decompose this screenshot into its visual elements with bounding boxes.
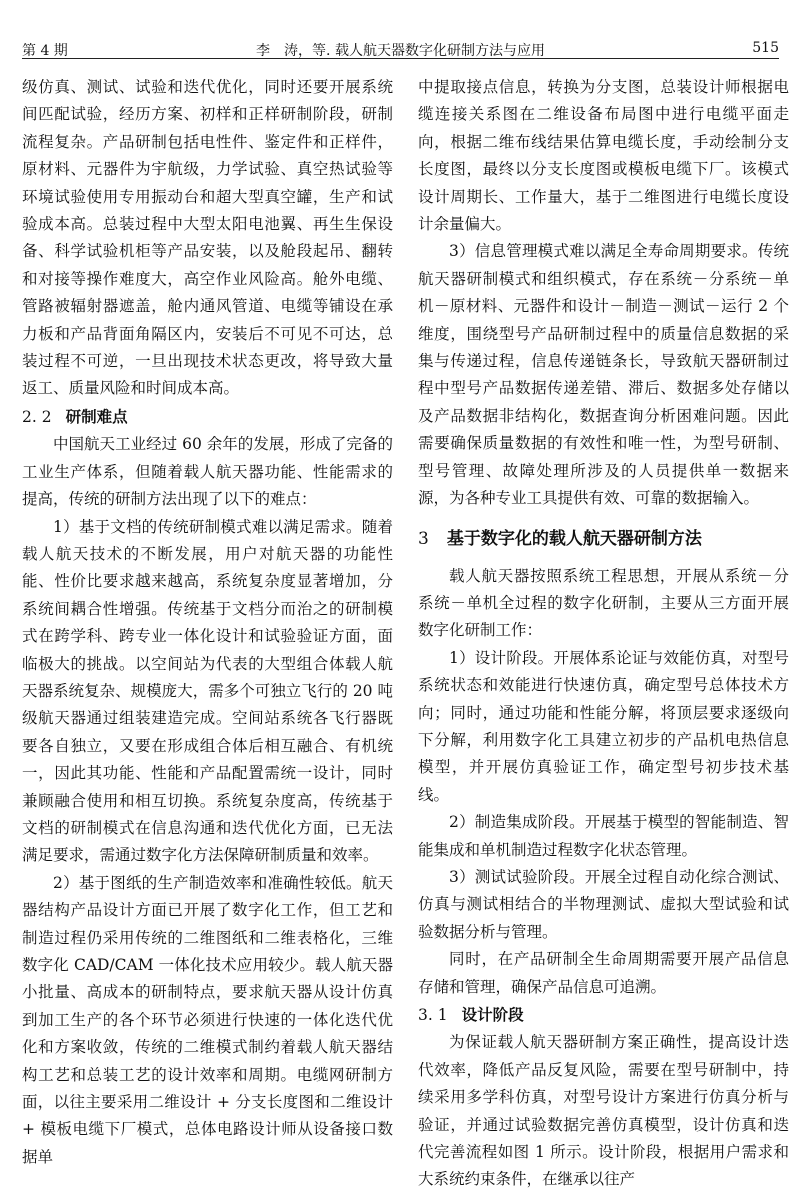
right-column <box>418 74 789 1194</box>
paragraph-lifecycle: 同时，在产品研制全生命周期需要开展产品信息存储和管理，确保产品信息可追溯。 <box>418 950 789 996</box>
section-title: 研制难点 <box>65 406 128 426</box>
paragraph-stage-3: 3）测试试验阶段。开展全过程自动化综合测试、仿真与测试相结合的半物理测试、虚拟大型试验和试验数据分析与管理。 <box>418 867 789 941</box>
paragraph-difficulty-2: 2）基于图纸的生产制造效率和准确性较低。航天器结构产品设计方面已开展了数字化工作，但工艺和制造过程仍采用传统的二维图纸和二维表格化，三维数字化 CAD/CAM 一体化技术应用较少。载人航天器小批量、高成本的研制特点，要求航天器从设计仿真到加工生产的各个环节必须进行快速的一体化迭代优化和方案收敛，传统的二维模式制约着载人航天器结构工艺和总装工艺的设计效率和周期。电缆网研制方面，以往主要采用二维设计 + 分支长度图和二维设计 + 模板电缆下厂模式，总体电路设计师从设备接口数据单 <box>22 873 393 1166</box>
paragraph-stage-2: 2）制造集成阶段。开展基于模型的智能制造、智能集成和单机制造过程数字化状态管理。 <box>418 813 789 859</box>
paragraph-difficulty-3: 3）信息管理模式难以满足全寿命周期要求。传统航天器研制模式和组织模式，存在系统－分系统－单机－原材料、元器件和设计－制造－测试－运行 2 个维度，围绕型号产品研制过程中的质量信息数据的采集与传递过程，信息传递链条长，导致航天器研制过程中型号产品数据传递差错、滞后、数据多处存储以及产品数据非结构化，数据查询分析困难问题。因此需要确保质量数据的有效性和唯一性，为型号研制、型号管理、故障处理所涉及的人员提供单一数据来源，为各种专业工具提供有效、可靠的数据输入。 <box>418 242 789 508</box>
paragraph-intro: 中国航天工业经过 60 余年的发展，形成了完备的工业生产体系，但随着载人航天器功能、性能需求的提高，传统的研制方法出现了以下的难点： <box>22 435 393 509</box>
section-title: 基于数字化的载人航天器研制方法 <box>446 528 702 549</box>
paragraph-design-stage: 为保证载人航天器研制方案正确性，提高设计迭代效率，降低产品反复风险，需要在型号研制中，持续采用多学科仿真，对型号设计方案进行仿真分析与验证，并通过试验数据完善仿真模型，设计仿真和迭代完善流程如图 1 所示。设计阶段，根据用户需求和大系统约束条件，在继承以往产 <box>418 1033 789 1189</box>
issue-number: 第 4 期 <box>22 43 68 59</box>
section-number: 2. 2 <box>22 407 52 426</box>
section-number: 3 <box>418 528 429 549</box>
paragraph-stage-1: 1）设计阶段。开展体系论证与效能仿真，对型号系统状态和效能进行快速仿真，确定型号总体技术方向；同时，通过功能和性能分解，将顶层要求逐级向下分解，利用数字化工具建立初步的产品机电热信息模型，并开展仿真验证工作，确定型号初步技术基线。 <box>418 648 789 804</box>
section-title: 设计阶段 <box>461 1005 524 1024</box>
section-heading-2-2 <box>22 403 393 431</box>
paragraph-section-3: 载人航天器按照系统工程思想，开展从系统－分系统－单机全过程的数字化研制，主要从三方面开展数字化研制工作： <box>418 566 789 640</box>
paragraph-difficulty-1: 1）基于文档的传统研制模式难以满足需求。随着载人航天技术的不断发展，用户对航天器的功能性能、性价比要求越来越高，系统复杂度显著增加，分系统间耦合性增强。传统基于文档分而治之的研制模式在跨学科、跨专业一体化设计和试验验证方面，面临极大的挑战。以空间站为代表的大型组合体载人航天器系统复杂、规模庞大，需多个可独立飞行的 20 吨级航天器通过组装建造完成。空间站系统各飞行器既要各自独立，又要在形成组合体后相互融合、有机统一，因此其功能、性能和产品配置需统一设计，同时兼顾融合使用和相互切换。系统复杂度高，传统基于文档的研制模式在信息沟通和迭代优化方面，已无法满足要求，需通过数字化方法保障研制质量和效率。 <box>22 517 393 865</box>
section-number: 3. 1 <box>418 1006 448 1024</box>
paragraph-continued: 级仿真、测试、试验和迭代优化，同时还要开展系统间匹配试验，经历方案、初样和正样研制阶段，研制流程复杂。产品研制包括电性件、鉴定件和正样件，原材料、元器件为宇航级，力学试验、真空热试验等环境试验使用专用振动台和超大型真空罐，生产和试验成本高。总装过程中大型太阳电池翼、再生生保设备、科学试验机柜等产品安装，以及舱段起吊、翻转和对接等操作难度大，高空作业风险高。舱外电缆、管路被辐射器遮盖，舱内通风管道、电缆等铺设在承力板和产品背面角隔区内，安装后不可见不可达，总装过程不可逆，一旦出现技术状态更改，将导致大量返工、质量风险和时间成本高。 <box>22 78 393 398</box>
section-heading-3 <box>418 525 789 553</box>
running-header <box>22 20 779 59</box>
left-column <box>22 74 393 1171</box>
section-heading-3-1 <box>418 1001 789 1029</box>
paragraph-continued: 中提取接点信息，转换为分支图，总装设计师根据电缆连接关系图在二维设备布局图中进行电缆平面走向，根据二维布线结果估算电缆长度，手动绘制分支长度图，最终以分支长度图或模板电缆下厂。该模式设计周期长、工作量大，基于二维图进行电缆长度设计余量偏大。 <box>418 78 789 234</box>
running-title: 李 涛，等. 载人航天器数字化研制方法与应用 <box>256 43 545 59</box>
page-number: 515 <box>752 40 779 56</box>
